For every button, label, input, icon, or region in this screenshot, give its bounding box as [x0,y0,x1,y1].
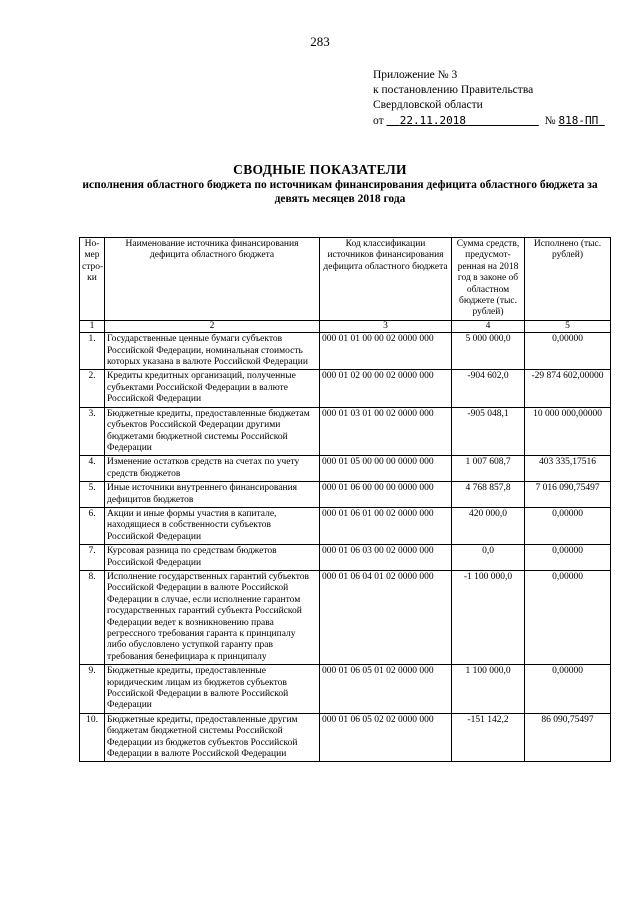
appendix-line-3: Свердловской области [373,99,483,111]
row-sum: 0,0 [452,545,525,571]
indicators-table [79,237,611,762]
row-code: 000 01 06 03 00 02 0000 000 [320,545,452,571]
row-done: 0,00000 [525,570,611,664]
document-subtitle: исполнения областного бюджета по источникам финансирования дефицита областного бюджета за девять месяцев 2018 года [82,179,598,205]
row-sum: -905 048,1 [452,407,525,456]
row-name: Акции и иные формы участия в капитале, находящиеся в собственности субъектов Российской Федерации [105,507,320,544]
date-prefix: от [373,115,384,127]
row-name: Исполнение государственных гарантий субъектов Российской Федерации в валюте Российской Федерации в случае, если исполнение гарантом государственных гарантий субъекта Российской Федерации ведет к возникновению права регрессного требования гаранта к принципалу либо обусловлено уступкой гаранту прав требования бенефициара к принципалу [105,570,320,664]
header-sum: Сумма средств, предусмот-ренная на 2018 год в законе об областном бюджете (тыс. рублей) [452,238,525,321]
row-code: 000 01 06 00 00 00 0000 000 [320,482,452,508]
row-sum: -1 100 000,0 [452,570,525,664]
column-index: 1 [80,320,105,332]
row-done: 0,00000 [525,333,611,370]
row-code: 000 01 06 04 01 02 0000 000 [320,570,452,664]
column-index: 5 [525,320,611,332]
appendix-block [373,68,623,129]
resolution-number: 818-ПП [558,114,599,127]
row-code: 000 01 01 00 00 02 0000 000 [320,333,452,370]
row-number: 7. [80,545,105,571]
row-number: 1. [80,333,105,370]
row-sum: 4 768 857,8 [452,482,525,508]
row-done: 86 090,75497 [525,713,611,762]
row-name: Кредиты кредитных организаций, полученные субъектами Российской Федерации в валюте Российской Федерации [105,370,320,407]
table-row [80,407,611,456]
row-name: Государственные ценные бумаги субъектов Российской Федерации, номинальная стоимость которых указана в валюте Российской Федерации [105,333,320,370]
row-number: 5. [80,482,105,508]
header-name: Наименование источника финансирования дефицита областного бюджета [105,238,320,321]
row-done: 10 000 000,00000 [525,407,611,456]
row-done: 403 335,17516 [525,456,611,482]
row-code: 000 01 06 05 01 02 0000 000 [320,665,452,714]
table-row [80,456,611,482]
page-number: 283 [310,34,330,49]
row-name: Бюджетные кредиты, предоставленные другим бюджетам бюджетной системы Российской Федерации из бюджетов субъектов Российской Федерации в валюте Российской Федерации [105,713,320,762]
row-number: 4. [80,456,105,482]
row-code: 000 01 06 05 02 02 0000 000 [320,713,452,762]
row-name: Курсовая разница по средствам бюджетов Российской Федерации [105,545,320,571]
row-sum: 1 100 000,0 [452,665,525,714]
table-header-row [80,238,611,321]
table-row [80,482,611,508]
row-code: 000 01 02 00 00 02 0000 000 [320,370,452,407]
header-done: Исполнено (тыс. рублей) [525,238,611,321]
table-row [80,713,611,762]
row-number: 3. [80,407,105,456]
table-row [80,545,611,571]
document-title: СВОДНЫЕ ПОКАЗАТЕЛИ [233,162,407,177]
row-sum: 420 000,0 [452,507,525,544]
row-done: -29 874 602,00000 [525,370,611,407]
row-number: 9. [80,665,105,714]
row-code: 000 01 06 01 00 02 0000 000 [320,507,452,544]
table-row [80,333,611,370]
row-number: 2. [80,370,105,407]
row-sum: 1 007 608,7 [452,456,525,482]
row-name: Бюджетные кредиты, предоставленные бюджетам субъектов Российской Федерации другими бюджетами бюджетной системы Российской Федерации [105,407,320,456]
header-num: Но-мер стро-ки [80,238,105,321]
row-sum: -904 602,0 [452,370,525,407]
row-code: 000 01 03 01 00 02 0000 000 [320,407,452,456]
column-index: 3 [320,320,452,332]
table-row [80,665,611,714]
row-name: Изменение остатков средств на счетах по учету средств бюджетов [105,456,320,482]
row-sum: -151 142,2 [452,713,525,762]
row-done: 0,00000 [525,507,611,544]
appendix-date-line [373,113,623,129]
row-done: 7 016 090,75497 [525,482,611,508]
column-index: 2 [105,320,320,332]
header-code: Код классификации источников финансирования дефицита областного бюджета [320,238,452,321]
row-done: 0,00000 [525,665,611,714]
table-row [80,507,611,544]
row-name: Иные источники внутреннего финансирования дефицитов бюджетов [105,482,320,508]
row-number: 6. [80,507,105,544]
row-number: 8. [80,570,105,664]
number-prefix: № [544,115,556,127]
row-name: Бюджетные кредиты, предоставленные юридическим лицам из бюджетов субъектов Российской Федерации в валюте Российской Федерации [105,665,320,714]
row-number: 10. [80,713,105,762]
appendix-line-2: к постановлению Правительства [373,84,534,96]
row-done: 0,00000 [525,545,611,571]
column-index-row [80,320,611,332]
row-sum: 5 000 000,0 [452,333,525,370]
column-index: 4 [452,320,525,332]
resolution-date: 22.11.2018 [399,114,466,127]
table-row [80,370,611,407]
row-code: 000 01 05 00 00 00 0000 000 [320,456,452,482]
table-row [80,570,611,664]
appendix-line-1: Приложение № 3 [373,69,458,81]
